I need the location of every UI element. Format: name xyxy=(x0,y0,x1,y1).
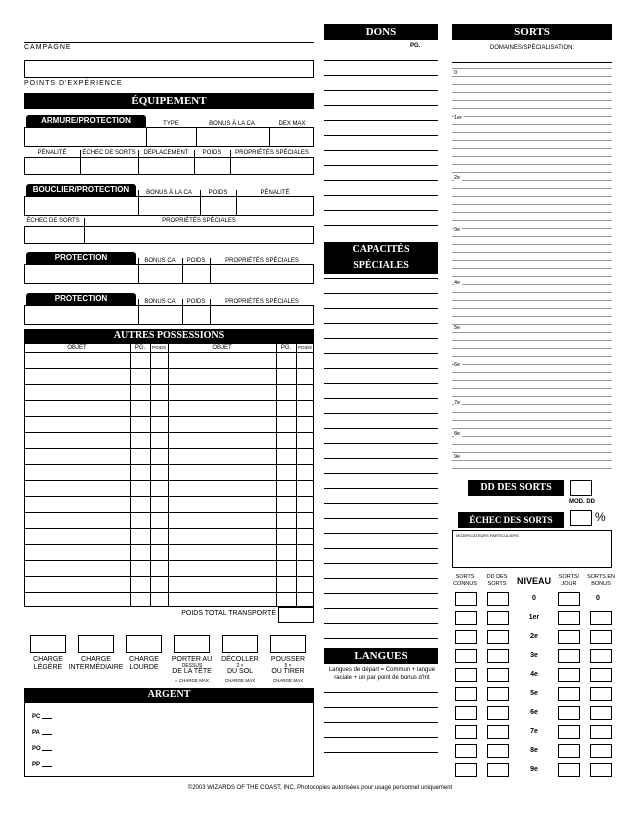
poss-col-weight-2: POIDS xyxy=(297,345,312,350)
armor-weight-label: POIDS xyxy=(202,150,222,156)
shield-penalty-label: PÉNALITÉ xyxy=(260,190,290,196)
special-line[interactable] xyxy=(324,608,438,609)
table-row[interactable] xyxy=(24,528,314,529)
feat-line[interactable] xyxy=(324,225,438,226)
special-line[interactable] xyxy=(324,458,438,459)
protection-1-row[interactable] xyxy=(24,264,314,284)
spell-level-label: 5e xyxy=(454,325,461,331)
feat-line[interactable] xyxy=(324,135,438,136)
special-line[interactable] xyxy=(324,398,438,399)
possessions-table xyxy=(24,343,314,607)
level-number: 9e xyxy=(530,766,538,773)
special-title: CAPACITÉS SPÉCIALES xyxy=(324,242,438,274)
language-line[interactable] xyxy=(324,737,438,738)
campaign-label: CAMPAGNE xyxy=(24,44,72,51)
dc-box[interactable] xyxy=(487,630,509,644)
spell-line[interactable] xyxy=(452,92,612,93)
spell-line[interactable] xyxy=(452,412,612,413)
known-box[interactable] xyxy=(455,592,477,606)
spell-line[interactable] xyxy=(452,68,612,69)
perday-box[interactable] xyxy=(558,687,580,701)
special-line[interactable] xyxy=(324,278,438,279)
feat-line[interactable] xyxy=(324,120,438,121)
armor-penalty-label: PÉNALITÉ xyxy=(37,150,67,156)
perday-box[interactable] xyxy=(558,744,580,758)
spell-line[interactable] xyxy=(452,292,612,293)
poss-col-item-1: OBJET xyxy=(67,345,87,351)
spell-line[interactable] xyxy=(452,276,612,277)
load-label-mid: DESSUS xyxy=(181,663,203,669)
load-label-sub: CHARGE MAX xyxy=(272,678,304,683)
special-line[interactable] xyxy=(324,323,438,324)
shield-weight-label: POIDS xyxy=(208,190,228,196)
load-value-field[interactable] xyxy=(30,635,66,653)
feat-line[interactable] xyxy=(324,75,438,76)
load-label-mid: 2 × xyxy=(236,663,244,669)
table-row[interactable] xyxy=(24,512,314,513)
table-row[interactable] xyxy=(24,560,314,561)
spell-line[interactable] xyxy=(452,116,612,117)
level-number: 8e xyxy=(530,747,538,754)
feat-line[interactable] xyxy=(324,165,438,166)
spell-line[interactable] xyxy=(452,364,612,365)
perday-box[interactable] xyxy=(558,630,580,644)
level-number: 7e xyxy=(530,728,538,735)
spell-level-label: 3e xyxy=(454,227,461,233)
spell-line[interactable] xyxy=(452,236,612,237)
special-line[interactable] xyxy=(324,518,438,519)
spell-line[interactable] xyxy=(452,428,612,429)
poss-col-pg-1: PG. xyxy=(134,345,146,351)
spell-line[interactable] xyxy=(452,100,612,101)
dc-box[interactable] xyxy=(487,687,509,701)
special-line[interactable] xyxy=(324,488,438,489)
bonus-box[interactable] xyxy=(590,687,612,701)
spell-line[interactable] xyxy=(452,156,612,157)
dc-box[interactable] xyxy=(487,649,509,663)
percent-sign: % xyxy=(595,510,606,524)
perday-box[interactable] xyxy=(558,763,580,777)
prot1-weight-label: POIDS xyxy=(186,258,206,264)
shield-special-label: PROPRIÉTÉS SPÉCIALES xyxy=(162,218,236,224)
spell-line[interactable] xyxy=(452,180,612,181)
spell-line[interactable] xyxy=(452,268,612,269)
load-value-field[interactable] xyxy=(174,635,210,653)
table-row[interactable] xyxy=(24,592,314,593)
known-box[interactable] xyxy=(455,611,477,625)
spell-line[interactable] xyxy=(452,316,612,317)
spell-line[interactable] xyxy=(452,252,612,253)
money-title: ARGENT xyxy=(24,688,314,702)
armor-tab: ARMURE/PROTECTION xyxy=(26,115,146,127)
spell-line[interactable] xyxy=(452,452,612,453)
money-box[interactable] xyxy=(24,702,314,777)
spell-line[interactable] xyxy=(452,388,612,389)
bonus-zero: 0 xyxy=(596,595,600,602)
known-box[interactable] xyxy=(455,630,477,644)
feat-line[interactable] xyxy=(324,60,438,61)
level-number: 2e xyxy=(530,633,538,640)
bonus-box[interactable] xyxy=(590,630,612,644)
level-number: 3e xyxy=(530,652,538,659)
feat-line[interactable] xyxy=(324,210,438,211)
shield-spellfail-label: ÉCHEC DE SORTS xyxy=(26,218,80,224)
prot1-special-label: PROPRIÉTÉS SPÉCIALES xyxy=(225,258,299,264)
table-row[interactable] xyxy=(24,368,314,369)
special-line[interactable] xyxy=(324,293,438,294)
spell-line[interactable] xyxy=(452,468,612,469)
spell-line[interactable] xyxy=(452,76,612,77)
coin-dash xyxy=(42,766,52,767)
coin-label: PP xyxy=(32,762,41,768)
load-label-2: LOURDE xyxy=(129,664,159,671)
spells-title: SORTS xyxy=(452,24,612,40)
load-label-sub: = CHARGE MAX xyxy=(174,678,210,683)
spell-line[interactable] xyxy=(452,204,612,205)
perday-box[interactable] xyxy=(558,706,580,720)
bonus-box[interactable] xyxy=(590,763,612,777)
spell-line[interactable] xyxy=(452,108,612,109)
spell-level-label: 8e xyxy=(454,431,461,437)
spell-line[interactable] xyxy=(452,124,612,125)
special-line[interactable] xyxy=(324,503,438,504)
spell-level-label: 6e xyxy=(454,362,461,368)
special-line[interactable] xyxy=(324,428,438,429)
spell-line[interactable] xyxy=(452,308,612,309)
table-row[interactable] xyxy=(24,464,314,465)
load-label-1: CHARGE xyxy=(129,656,159,663)
spell-line[interactable] xyxy=(452,332,612,333)
load-label-2: OU TIRER xyxy=(271,668,305,675)
prot2-special-label: PROPRIÉTÉS SPÉCIALES xyxy=(225,299,299,305)
spell-line[interactable] xyxy=(452,164,612,165)
spell-level-label: 7e xyxy=(454,400,461,406)
spell-line[interactable] xyxy=(452,132,612,133)
feats-title: DONS xyxy=(324,24,438,40)
load-label-1: CHARGE xyxy=(33,656,63,663)
armor-dex-label: DEX MAX xyxy=(278,121,306,127)
spell-line[interactable] xyxy=(452,84,612,85)
spell-level-label: 9e xyxy=(454,454,461,460)
spell-line[interactable] xyxy=(452,372,612,373)
special-line[interactable] xyxy=(324,383,438,384)
armor-speed-label: DÉPLACEMENT xyxy=(143,150,189,156)
load-value-field[interactable] xyxy=(126,635,162,653)
known-box[interactable] xyxy=(455,725,477,739)
perday-box[interactable] xyxy=(558,611,580,625)
known-box[interactable] xyxy=(455,668,477,682)
spell-level-label: 2e xyxy=(454,175,461,181)
armor-type-label: TYPE xyxy=(163,121,179,127)
special-line[interactable] xyxy=(324,473,438,474)
load-label-1: PORTER AU xyxy=(171,656,213,663)
languages-note: Langues de départ = Commun + langue raciale + un par point de bonus d'Int xyxy=(328,667,436,681)
feats-pg-label: PG. xyxy=(410,43,421,49)
armor-name-field[interactable] xyxy=(24,127,314,147)
table-row[interactable] xyxy=(24,432,314,433)
special-line[interactable] xyxy=(324,593,438,594)
special-line[interactable] xyxy=(324,563,438,564)
campaign-field[interactable] xyxy=(24,60,314,78)
protection-2-row[interactable] xyxy=(24,305,314,325)
spell-line[interactable] xyxy=(452,436,612,437)
spell-line[interactable] xyxy=(452,172,612,173)
spell-line[interactable] xyxy=(452,380,612,381)
special-line[interactable] xyxy=(324,638,438,639)
known-box[interactable] xyxy=(455,744,477,758)
level-number: 0 xyxy=(532,595,536,602)
special-line[interactable] xyxy=(324,623,438,624)
spell-line[interactable] xyxy=(452,260,612,261)
load-value-field[interactable] xyxy=(270,635,306,653)
known-col-label: SORTS CONNUS xyxy=(453,574,477,587)
dc-box[interactable] xyxy=(487,706,509,720)
spell-line[interactable] xyxy=(452,300,612,301)
feat-line[interactable] xyxy=(324,195,438,196)
perday-col-label: SORTS/ JOUR xyxy=(558,574,580,587)
bonus-box[interactable] xyxy=(590,744,612,758)
table-row[interactable] xyxy=(24,496,314,497)
spell-level-label: 0 xyxy=(454,70,458,76)
protection-tab-1: PROTECTION xyxy=(26,252,136,264)
coin-label: PA xyxy=(32,730,40,736)
coin-dash xyxy=(42,718,52,719)
shield-name-field[interactable] xyxy=(24,196,314,216)
coin-label: PC xyxy=(32,714,41,720)
load-label-1: DÉCOLLER xyxy=(221,656,259,663)
perday-box[interactable] xyxy=(558,725,580,739)
spell-line[interactable] xyxy=(452,220,612,221)
table-row[interactable] xyxy=(24,480,314,481)
dc-box[interactable] xyxy=(487,744,509,758)
dc-box[interactable] xyxy=(487,725,509,739)
perday-box[interactable] xyxy=(558,592,580,606)
special-line[interactable] xyxy=(324,338,438,339)
load-label-2: LÉGÈRE xyxy=(33,664,63,671)
copyright-footer: ©2003 WIZARDS OF THE COAST, INC. Photocopies autorisées pour usage personnel uniquement xyxy=(187,785,453,791)
dc-col-label: DD DES SORTS xyxy=(486,574,508,587)
equipment-title: ÉQUIPEMENT xyxy=(24,93,314,109)
feat-line[interactable] xyxy=(324,150,438,151)
table-row[interactable] xyxy=(24,448,314,449)
known-box[interactable] xyxy=(455,763,477,777)
spell-line[interactable] xyxy=(452,284,612,285)
coin-dash xyxy=(42,734,52,735)
perday-box[interactable] xyxy=(558,649,580,663)
coin-dash xyxy=(42,750,52,751)
load-label-2: DE LA TÊTE xyxy=(172,668,212,675)
poss-col-item-2: OBJET xyxy=(212,345,232,351)
special-pg-label: PG. xyxy=(420,261,431,267)
language-line[interactable] xyxy=(324,752,438,753)
conditional-mods-label: MODIFICATEURS PARTICULIERS xyxy=(456,533,519,538)
table-row[interactable] xyxy=(24,384,314,385)
spell-line[interactable] xyxy=(452,212,612,213)
spell-line[interactable] xyxy=(452,404,612,405)
dc-box[interactable] xyxy=(487,592,509,606)
load-value-field[interactable] xyxy=(222,635,258,653)
total-weight-field[interactable] xyxy=(278,607,314,623)
armor-stats-row[interactable] xyxy=(24,157,314,175)
prot1-ac-label: BONUS CA xyxy=(144,258,176,264)
spell-line[interactable] xyxy=(452,188,612,189)
prot2-weight-label: POIDS xyxy=(186,299,206,305)
special-line[interactable] xyxy=(324,578,438,579)
domains-label: DOMAINES/SPÉCIALISATION: xyxy=(489,45,575,51)
feat-line[interactable] xyxy=(324,105,438,106)
bonus-box[interactable] xyxy=(590,649,612,663)
shield-tab: BOUCLIER/PROTECTION xyxy=(26,184,136,196)
load-label-1: POUSSER xyxy=(270,656,306,663)
bonus-box[interactable] xyxy=(590,725,612,739)
special-line[interactable] xyxy=(324,548,438,549)
level-number: 4e xyxy=(530,671,538,678)
spell-line[interactable] xyxy=(452,140,612,141)
load-label-2: INTERMÉDIAIRE xyxy=(68,664,124,671)
special-line[interactable] xyxy=(324,533,438,534)
spell-line[interactable] xyxy=(452,244,612,245)
level-number: 5e xyxy=(530,690,538,697)
language-line[interactable] xyxy=(324,707,438,708)
bonus-box[interactable] xyxy=(590,668,612,682)
language-line[interactable] xyxy=(324,692,438,693)
protection-tab-2: PROTECTION xyxy=(26,293,136,305)
load-label-2: DU SOL xyxy=(226,668,254,675)
spell-dc-title: DD DES SORTS xyxy=(468,480,564,496)
armor-special-label: PROPRIÉTÉS SPÉCIALES xyxy=(235,150,309,156)
spell-line[interactable] xyxy=(452,324,612,325)
load-value-field[interactable] xyxy=(78,635,114,653)
bonus-box[interactable] xyxy=(590,611,612,625)
bonus-col-label: SORTS EN BONUS xyxy=(586,574,615,587)
spell-line[interactable] xyxy=(452,396,612,397)
known-box[interactable] xyxy=(455,706,477,720)
spell-line[interactable] xyxy=(452,356,612,357)
special-line[interactable] xyxy=(324,413,438,414)
poss-col-pg-2: PG. xyxy=(280,345,292,351)
languages-title: LANGUES xyxy=(324,648,438,664)
campaign-line xyxy=(24,42,314,43)
feat-line[interactable] xyxy=(324,180,438,181)
spell-fail-field[interactable] xyxy=(570,510,592,526)
special-line[interactable] xyxy=(324,368,438,369)
table-row[interactable] xyxy=(24,416,314,417)
level-col-label: NIVEAU xyxy=(516,576,551,586)
armor-spellfail-label: ÉCHEC DE SORTS xyxy=(82,150,136,156)
spell-dc-mod-field[interactable] xyxy=(570,480,592,496)
xp-label: POINTS D'EXPÉRIENCE xyxy=(24,80,123,87)
possessions-title: AUTRES POSSESSIONS xyxy=(24,329,314,343)
load-label-1: CHARGE xyxy=(81,656,111,663)
shield-stats-row[interactable] xyxy=(24,226,314,244)
shield-ac-label: BONUS À LA CA xyxy=(146,190,192,196)
table-row[interactable] xyxy=(24,400,314,401)
spell-fail-title: ÉCHEC DES SORTS xyxy=(458,512,564,528)
bonus-box[interactable] xyxy=(590,706,612,720)
load-label-mid: 5 × xyxy=(284,663,292,669)
special-line[interactable] xyxy=(324,353,438,354)
level-number: 1er xyxy=(528,614,540,621)
spell-line[interactable] xyxy=(452,444,612,445)
perday-box[interactable] xyxy=(558,668,580,682)
spell-line[interactable] xyxy=(452,228,612,229)
table-row[interactable] xyxy=(24,576,314,577)
total-weight-label: POIDS TOTAL TRANSPORTÉ xyxy=(181,610,276,617)
level-number: 6e xyxy=(530,709,538,716)
poss-col-weight-1: POIDS xyxy=(151,345,166,350)
feat-line[interactable] xyxy=(324,90,438,91)
spell-dc-mod-label: MOD. DD xyxy=(569,499,595,505)
armor-ac-label: BONUS À LA CA xyxy=(209,121,255,127)
special-line[interactable] xyxy=(324,308,438,309)
spell-level-label: 4e xyxy=(454,280,461,286)
prot2-ac-label: BONUS CA xyxy=(144,299,176,305)
dc-box[interactable] xyxy=(487,668,509,682)
known-box[interactable] xyxy=(455,649,477,663)
coin-label: PO xyxy=(32,746,41,752)
language-line[interactable] xyxy=(324,722,438,723)
special-line[interactable] xyxy=(324,443,438,444)
table-row[interactable] xyxy=(24,352,314,353)
spell-line[interactable] xyxy=(452,460,612,461)
spell-line[interactable] xyxy=(452,420,612,421)
spell-level-label: 1er xyxy=(454,115,462,121)
dc-box[interactable] xyxy=(487,611,509,625)
load-label-sub: CHARGE MAX xyxy=(224,678,256,683)
spell-line[interactable] xyxy=(452,148,612,149)
spell-line[interactable] xyxy=(452,340,612,341)
dc-box[interactable] xyxy=(487,763,509,777)
known-box[interactable] xyxy=(455,687,477,701)
table-row[interactable] xyxy=(24,544,314,545)
spell-line[interactable] xyxy=(452,196,612,197)
spell-line[interactable] xyxy=(452,348,612,349)
